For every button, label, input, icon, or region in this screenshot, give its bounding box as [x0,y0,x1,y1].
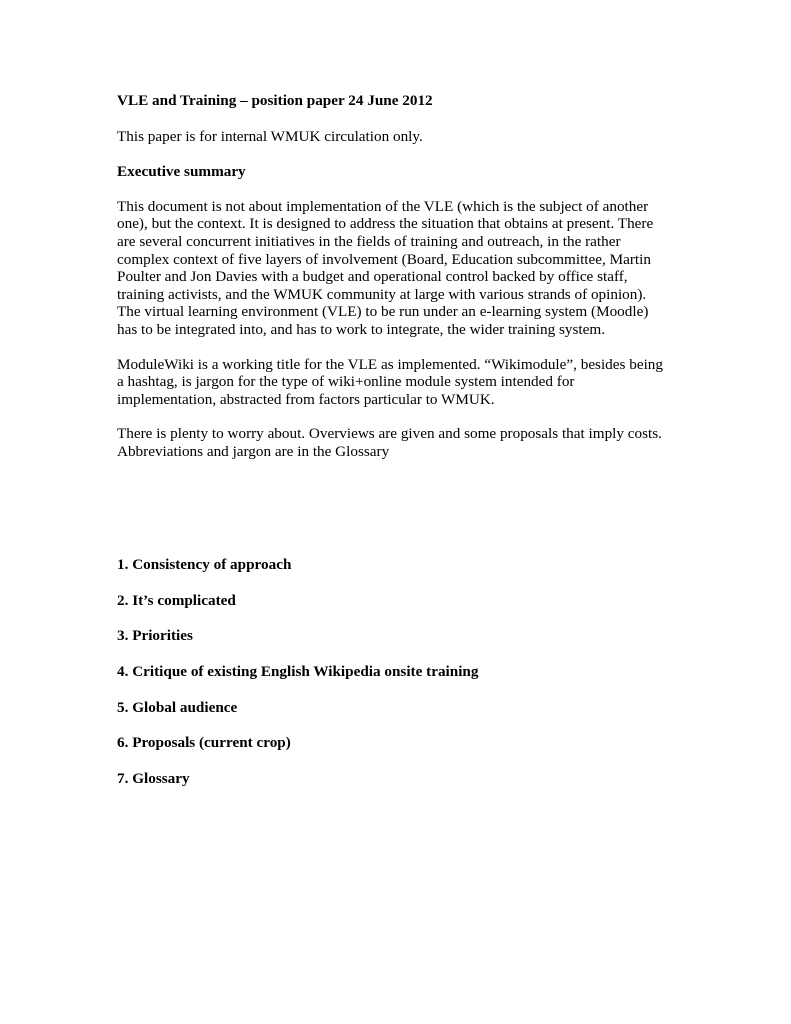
contents-item: 3. Priorities [117,627,193,645]
document-body [117,92,683,461]
executive-summary-heading: Executive summary [117,163,246,181]
paragraph-line: This document is not about implementation of the VLE (which is the subject of another [117,197,649,215]
contents-item: 4. Critique of existing English Wikipedia onsite training [117,663,479,681]
summary-paragraph-1 [117,198,683,339]
paragraph-line: complex context of five layers of involvement (Board, Education subcommittee, Martin [117,250,651,268]
contents-item: 1. Consistency of approach [117,556,292,573]
summary-paragraph-3 [117,425,683,460]
contents-item: 7. Glossary [117,770,190,788]
paragraph-line: one), but the context. It is designed to address the situation that obtains at present. There [117,215,654,233]
paragraph-line: ModuleWiki is a working title for the VLE as implemented. “Wikimodule”, besides being [117,355,663,373]
contents-item: 2. It’s complicated [117,591,236,609]
contents-list [117,556,478,806]
paragraph-line: Poulter and Jon Davies with a budget and operational control backed by office staff, [117,268,628,286]
contents-item: 5. Global audience [117,698,238,716]
summary-paragraph-2 [117,356,683,409]
paragraph-line: has to be integrated into, and has to work to integrate, the wider training system. [117,320,605,338]
paragraph-line: Abbreviations and jargon are in the Glossary [117,442,390,460]
contents-item: 6. Proposals (current crop) [117,734,291,752]
paragraph-line: training activists, and the WMUK community at large with various strands of opinion). [117,285,647,303]
paragraph-line: The virtual learning environment (VLE) to be run under an e-learning system (Moodle) [117,303,649,321]
paragraph-line: implementation, abstracted from factors particular to WMUK. [117,390,495,408]
document-title: VLE and Training – position paper 24 June 2012 [117,92,433,109]
paragraph-line: There is plenty to worry about. Overviews are given and some proposals that imply costs. [117,425,662,443]
intro-text: This paper is for internal WMUK circulation only. [117,127,423,145]
paragraph-line: are several concurrent initiatives in the fields of training and outreach, in the rather [117,232,621,250]
paragraph-line: a hashtag, is jargon for the type of wiki+online module system intended for [117,373,575,391]
